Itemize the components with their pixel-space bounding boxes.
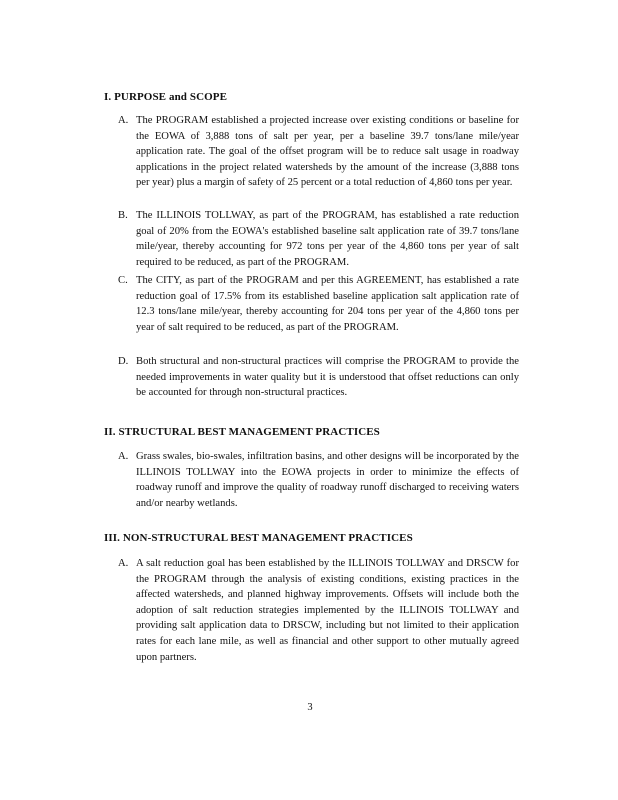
item-text: A salt reduction goal has been established by the ILLINOIS TOLLWAY and DRSCW for the PROGRAM through the analysis of existing conditions, existing practices in the affected watersheds, and planned highway improvements. Offsets will include both the adoption of salt reduction strategies implemented by the ILLINOIS TOLLWAY and providing salt application data to DRSCW, including but not limited to their application rates for each lane mile, as well as financial and other support to other mutually agreed upon partners. [136, 558, 519, 663]
section-heading-purpose-scope: I. PURPOSE and SCOPE [104, 91, 228, 103]
purpose-item-a [118, 113, 519, 191]
item-text: Grass swales, bio-swales, infiltration basins, and other designs will be incorporated by the ILLINOIS TOLLWAY into the EOWA projects in order to minimize the effects of roadway runoff and improve the quality of roadway runoff discharged to receiving waters and/or nearby wetlands. [136, 451, 519, 509]
structural-item-a [118, 449, 519, 511]
purpose-item-b [118, 208, 519, 270]
item-text: Both structural and non-structural practices will comprise the PROGRAM to provide the needed improvements in water quality but it is understood that offset reductions can only be accounted for through non-structural practices. [136, 356, 519, 399]
item-text: The CITY, as part of the PROGRAM and per this AGREEMENT, has established a rate reduction goal of 17.5% from its established baseline application salt application rate of 12.3 tons/lane mile/year, thereby accounting for 204 tons per year of the 4,860 tons per year of salt required to be reduced, as part of the PROGRAM. [136, 275, 519, 333]
page-number: 3 [307, 702, 313, 713]
purpose-item-c [118, 273, 519, 335]
purpose-item-d [118, 354, 519, 401]
item-letter: A. [118, 558, 129, 569]
item-letter: A. [118, 451, 129, 462]
non-structural-item-a [118, 556, 519, 665]
section-heading-non-structural-bmp: III. NON-STRUCTURAL BEST MANAGEMENT PRACTICES [104, 532, 413, 544]
item-letter: C. [118, 275, 128, 286]
item-text: The ILLINOIS TOLLWAY, as part of the PROGRAM, has established a rate reduction goal of 20% from the EOWA's established baseline salt application rate of 39.7 tons/lane mile/year, thereby accounting for 972 tons per year of the 4,860 tons per year of salt required to be reduced, as part of the PROGRAM. [136, 210, 519, 268]
section-heading-structural-bmp: II. STRUCTURAL BEST MANAGEMENT PRACTICES [104, 426, 380, 438]
item-letter: D. [118, 356, 129, 367]
item-letter: A. [118, 115, 129, 126]
item-letter: B. [118, 210, 128, 221]
item-text: The PROGRAM established a projected increase over existing conditions or baseline for the EOWA of 3,888 tons of salt per year, per a baseline 39.7 tons/lane mile/year application rate. The goal of the offset program will be to reduce salt usage in roadway applications in the project related watersheds by the amount of the increase (3,888 tons per year) plus a margin of safety of 25 percent or a total reduction of 4,860 tons per year. [136, 115, 519, 189]
